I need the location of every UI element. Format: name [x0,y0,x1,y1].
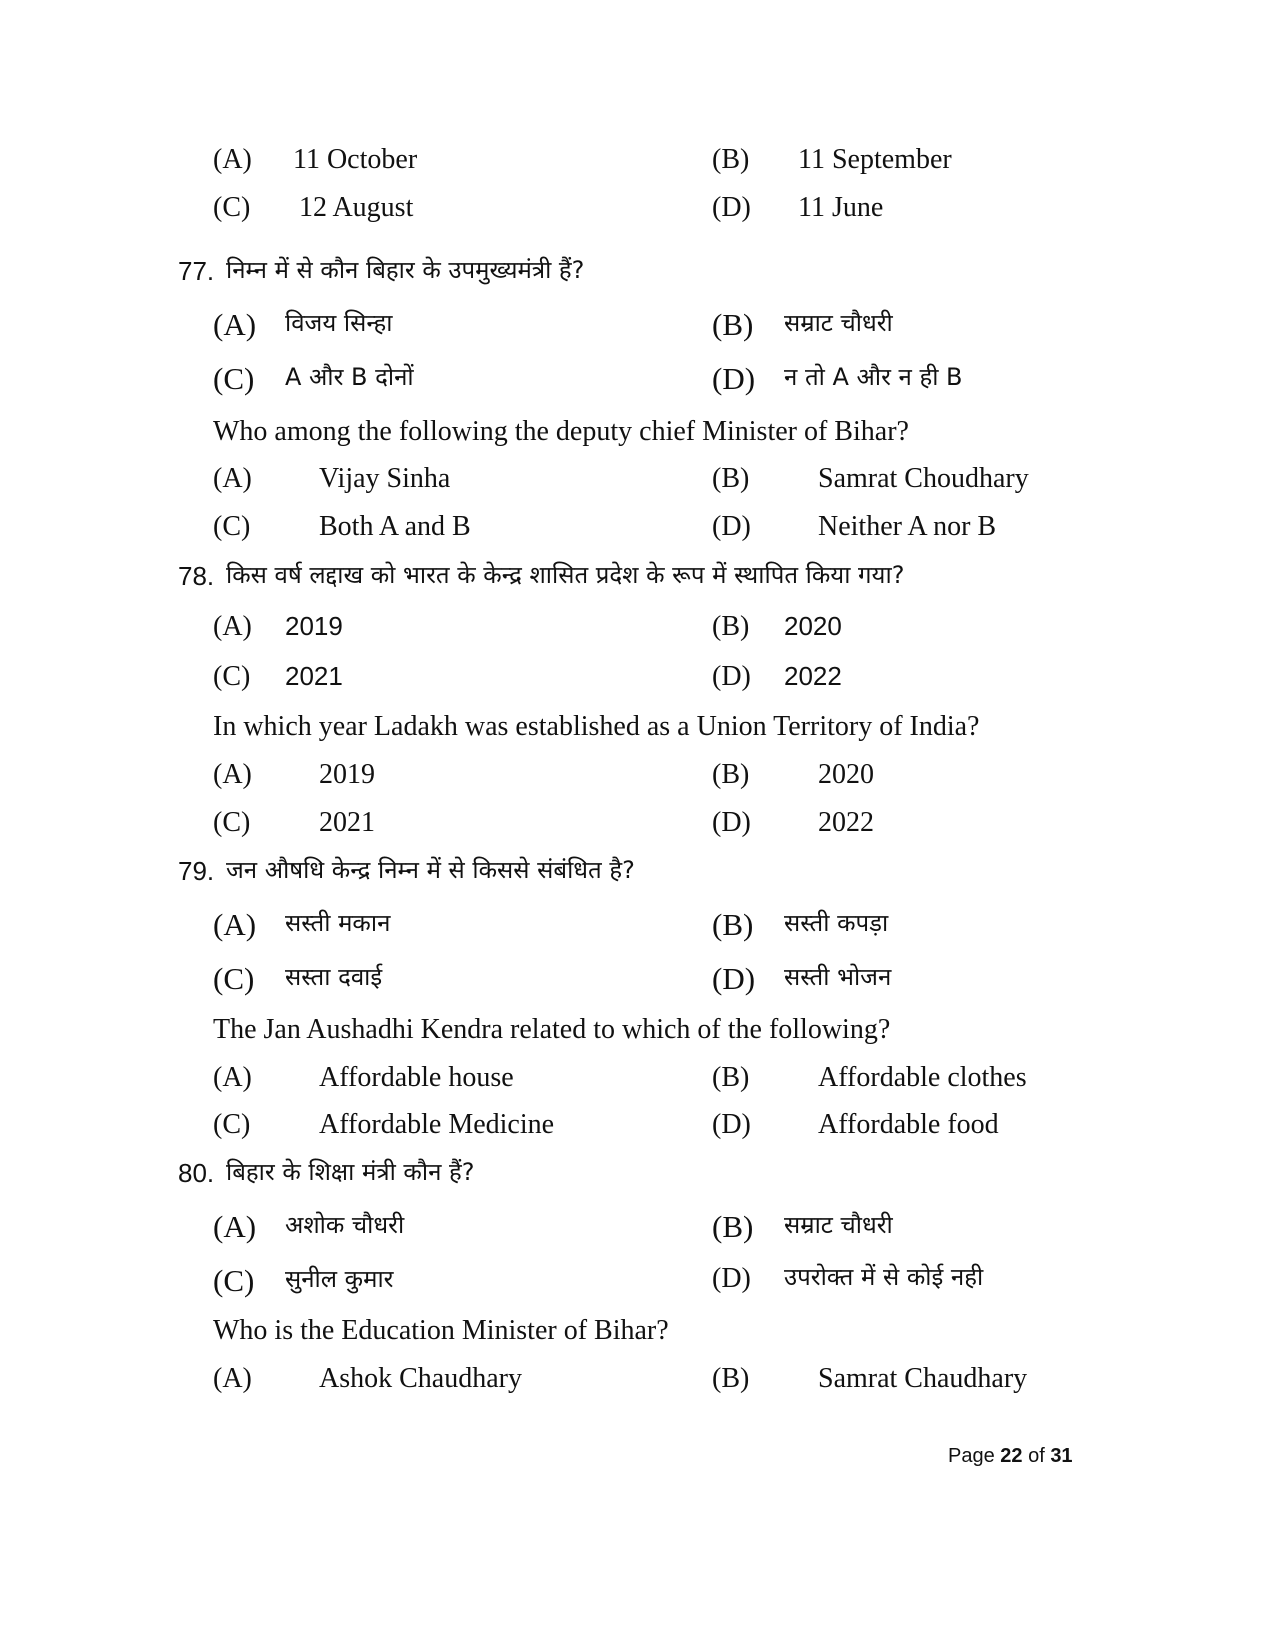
prev-option-c-label: (C) [213,192,251,223]
prev-option-d-text: 11 June [798,192,884,223]
q78-english-option-b-text: 2020 [818,759,874,790]
q79-hindi-option-d-text: सस्ती भोजन [784,963,892,991]
q79-hindi-option-a-label: (A) [213,907,257,942]
q79-hindi-option-d-label: (D) [712,961,756,996]
q80-hindi-option-d-label: (D) [712,1263,751,1294]
q78-english-option-d-text: 2022 [818,807,874,838]
q79-english-question: The Jan Aushadhi Kendra related to which of the following? [213,1014,891,1045]
q80-english-option-a-text: Ashok Chaudhary [319,1363,522,1394]
q78-hindi-option-a-label: (A) [213,611,252,642]
q80-hindi-option-d-text: उपरोक्त में से कोई नही [784,1263,984,1291]
q80-hindi-option-a-text: अशोक चौधरी [285,1211,405,1239]
q79-english-option-c-label: (C) [213,1109,251,1140]
q77-english-option-b-label: (B) [712,463,750,494]
prev-option-b-label: (B) [712,144,750,175]
q79-english-option-a-text: Affordable house [319,1062,514,1093]
q80-hindi-option-b-label: (B) [712,1209,754,1244]
q80-hindi-option-a-label: (A) [213,1209,257,1244]
q79-hindi-option-a-text: सस्ती मकान [285,909,391,937]
q78-english-option-c-text: 2021 [319,807,375,838]
q79-english-option-b-label: (B) [712,1062,750,1093]
q80-hindi-option-c-label: (C) [213,1263,255,1298]
q79-english-option-d-label: (D) [712,1109,751,1140]
q79-hindi-option-c-label: (C) [213,961,255,996]
prev-option-a-label: (A) [213,144,252,175]
page-number [948,1446,1073,1466]
q77-hindi-option-b-text: सम्राट चौधरी [784,309,893,337]
q77-english-question: Who among the following the deputy chief Minister of Bihar? [213,416,909,447]
q77-number: 77. [178,256,215,286]
q77-english-option-d-label: (D) [712,511,751,542]
q79-hindi-option-c-text: सस्ता दवाई [285,963,383,991]
q78-hindi-option-b-text: 2020 [784,611,842,641]
q79-english-option-c-text: Affordable Medicine [319,1109,555,1140]
q77-english-option-c-label: (C) [213,511,251,542]
page-number-middle: of [1022,1445,1051,1467]
q79-english-option-b-text: Affordable clothes [818,1062,1027,1093]
q78-hindi-option-b-label: (B) [712,611,750,642]
q77-hindi-question: निम्न में से कौन बिहार के उपमुख्यमंत्री हैं? [226,256,585,284]
q78-english-option-a-text: 2019 [319,759,375,790]
page-number-total: 31 [1050,1445,1073,1467]
q78-number: 78. [178,561,215,591]
q80-hindi-option-b-text: सम्राट चौधरी [784,1211,893,1239]
q80-hindi-question: बिहार के शिक्षा मंत्री कौन हैं? [226,1158,475,1186]
q77-hindi-option-b-label: (B) [712,307,754,342]
q79-hindi-option-b-text: सस्ती कपड़ा [784,909,889,937]
q77-hindi-option-c-label: (C) [213,361,255,396]
q80-english-option-a-label: (A) [213,1363,252,1394]
q80-number: 80. [178,1158,215,1188]
page-number-current: 22 [1000,1445,1023,1467]
q78-hindi-option-c-text: 2021 [285,661,343,691]
q79-hindi-option-b-label: (B) [712,907,754,942]
q78-english-option-d-label: (D) [712,807,751,838]
q77-english-option-a-label: (A) [213,463,252,494]
q79-number: 79. [178,856,215,886]
prev-option-c-text: 12 August [299,192,414,223]
q80-hindi-option-c-text: सुनील कुमार [285,1265,394,1293]
q78-hindi-option-d-text: 2022 [784,661,842,691]
q78-hindi-option-c-label: (C) [213,661,251,692]
q77-hindi-option-c-text: A और B दोनों [285,363,414,391]
page-number-prefix: Page [948,1445,1001,1467]
q78-english-option-a-label: (A) [213,759,252,790]
q78-english-option-c-label: (C) [213,807,251,838]
prev-option-b-text: 11 September [798,144,952,175]
q77-hindi-option-a-text: विजय सिन्हा [285,309,393,337]
q77-english-option-a-text: Vijay Sinha [319,463,451,494]
q80-english-option-b-text: Samrat Chaudhary [818,1363,1028,1394]
prev-option-a-text: 11 October [293,144,418,175]
q77-english-option-b-text: Samrat Choudhary [818,463,1029,494]
q79-hindi-question: जन औषधि केन्द्र निम्न में से किससे संबंधित है? [226,856,635,884]
q80-english-option-b-label: (B) [712,1363,750,1394]
prev-option-d-label: (D) [712,192,751,223]
q78-english-option-b-label: (B) [712,759,750,790]
q79-english-option-d-text: Affordable food [818,1109,999,1140]
q78-english-question: In which year Ladakh was established as a Union Territory of India? [213,711,980,742]
q78-hindi-option-a-text: 2019 [285,611,343,641]
q78-hindi-question: किस वर्ष लद्दाख को भारत के केन्द्र शासित प्रदेश के रूप में स्थापित किया गया? [226,561,905,589]
q77-english-option-c-text: Both A and B [319,511,471,542]
q80-english-question: Who is the Education Minister of Bihar? [213,1315,669,1346]
q78-hindi-option-d-label: (D) [712,661,751,692]
q77-english-option-d-text: Neither A nor B [818,511,997,542]
q77-hindi-option-d-label: (D) [712,361,756,396]
q79-english-option-a-label: (A) [213,1062,252,1093]
q77-hindi-option-a-label: (A) [213,307,257,342]
q77-hindi-option-d-text: न तो A और न ही B [784,363,963,391]
